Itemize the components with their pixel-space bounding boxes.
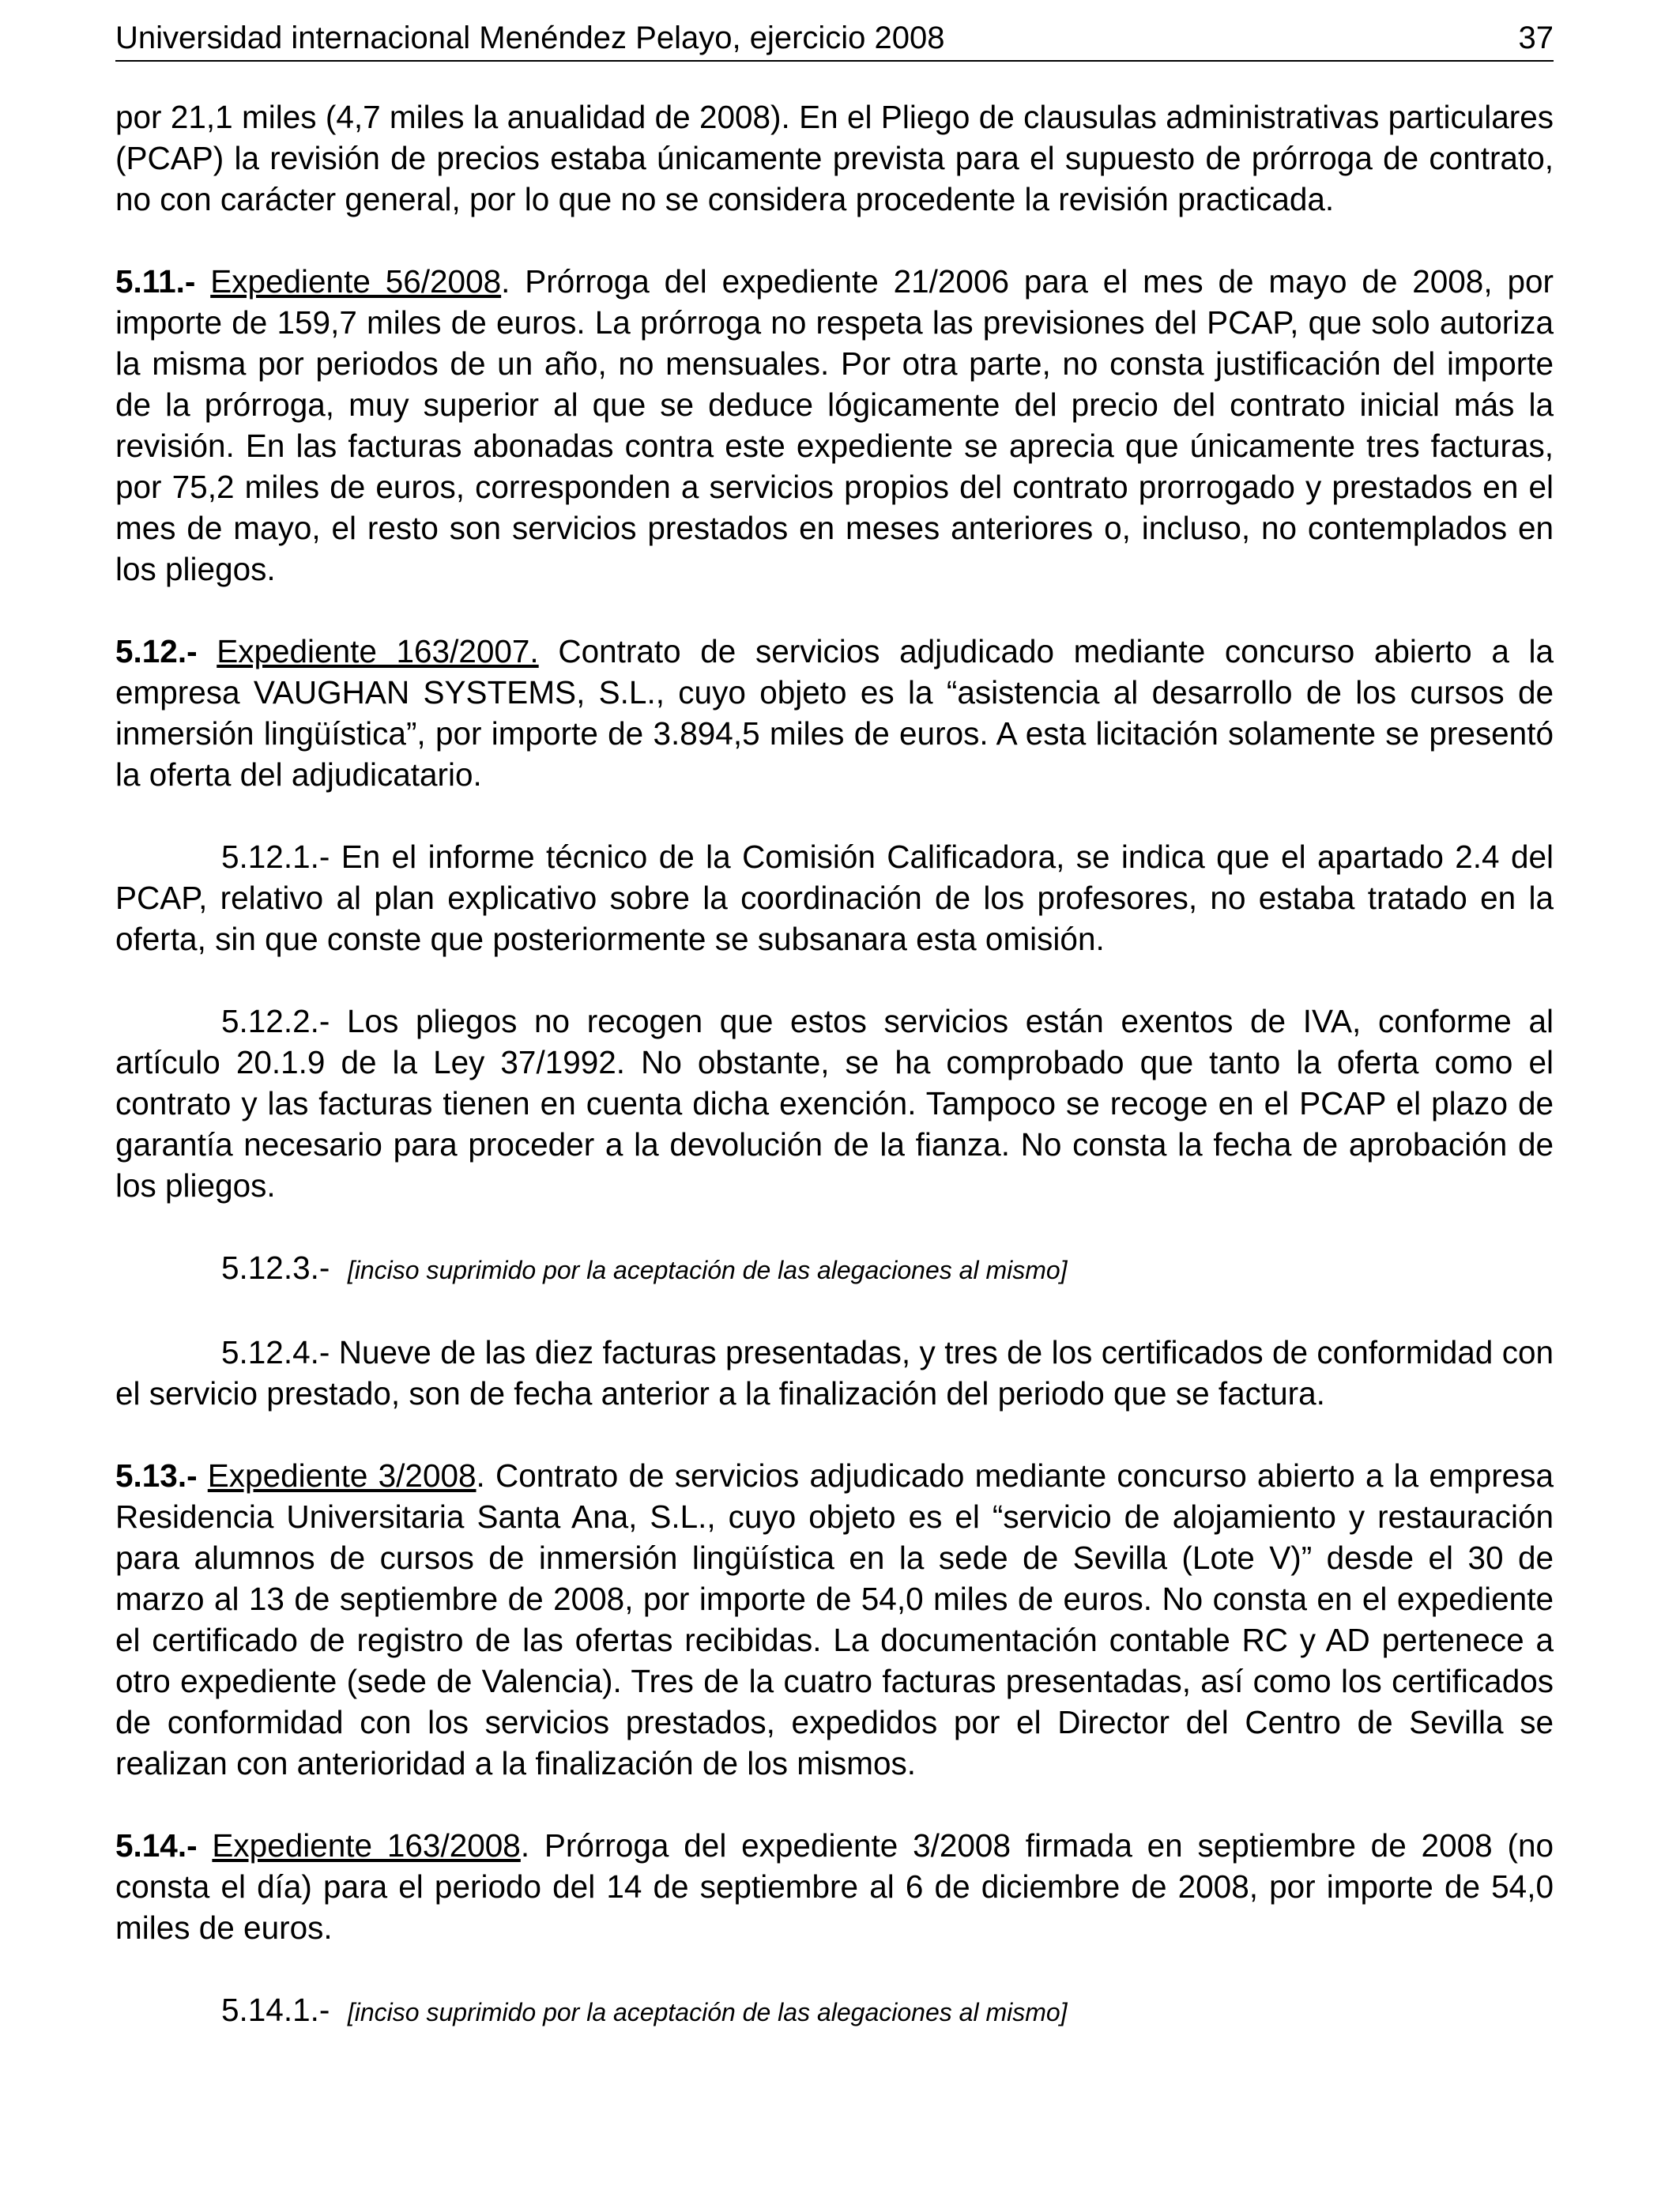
section-5-12-3 [115,1247,1554,1291]
section-5-14 [115,1825,1554,1948]
subsection-text: Nueve de las diez facturas presentadas, y tres de los certificados de conformidad con el servicio prestado, son de fecha anterior a la finalización del periodo que se factura. [115,1334,1554,1412]
section-text: . Contrato de servicios adjudicado mediante concurso abierto a la empresa Residencia Universitaria Santa Ana, S.L., cuyo objeto es el “servicio de alojamiento y restauración para alumnos de cursos de inmersión lingüística en la sede de Sevilla (Lote V)” desde el 30 de marzo al 13 de septiembre de 2008, por importe de 54,0 miles de euros. No consta en el expediente el certificado de registro de las ofertas recibidas. La documentación contable RC y AD pertenece a otro expediente (sede de Valencia). Tres de la cuatro facturas presentadas, así como los certificados de conformidad con los servicios prestados, expedidos por el Director del Centro de Sevilla se realizan con anterioridad a la finalización de los mismos. [115,1457,1554,1781]
section-5-12-2 [115,1001,1554,1206]
expediente-reference: Expediente 56/2008 [210,263,502,300]
section-text: Contrato de servicios adjudicado mediante concurso abierto a la empresa VAUGHAN SYSTEMS, S.L., cuyo objeto es la “asistencia al desarrollo de los cursos de inmersión lingüística”, por importe de 3.894,5 miles de euros. A esta licitación solamente se presentó la oferta del adjudicatario. [115,633,1554,793]
section-number: 5.11.- [115,263,196,300]
subsection-text: Los pliegos no recogen que estos servicios están exentos de IVA, conforme al artículo 20.1.9 de la Ley 37/1992. No obstante, se ha comprobado que tanto la oferta como el contrato y las facturas tienen en cuenta dicha exención. Tampoco se recoge en el PCAP el plazo de garantía necesario para proceder a la devolución de la fianza. No consta la fecha de aprobación de los pliegos. [115,1003,1554,1204]
suppressed-note: [inciso suprimido por la aceptación de las alegaciones al mismo] [347,1256,1068,1284]
paragraph-intro [115,96,1554,220]
subsection-number: 5.14.1.- [221,1992,330,2028]
page-header [115,17,1554,62]
section-5-11 [115,261,1554,590]
section-number: 5.12.- [115,633,198,669]
page-number: 37 [1518,21,1554,55]
subsection-number: 5.12.2.- [221,1003,330,1039]
document-body [115,96,1554,2033]
subsection-number: 5.12.3.- [221,1250,330,1286]
section-number: 5.14.- [115,1827,198,1864]
paragraph-text: por 21,1 miles (4,7 miles la anualidad de 2008). En el Pliego de clausulas administrativas particulares (PCAP) la revisión de precios estaba únicamente prevista para el supuesto de prórroga de contrato, no con carácter general, por lo que no se considera procedente la revisión practicada. [115,99,1554,217]
section-number: 5.13.- [115,1457,198,1494]
suppressed-note: [inciso suprimido por la aceptación de las alegaciones al mismo] [347,1998,1068,2026]
subsection-number: 5.12.4.- [221,1334,330,1370]
section-5-14-1 [115,1989,1554,2033]
expediente-reference: Expediente 163/2008 [212,1827,521,1864]
section-text: . Prórroga del expediente 21/2006 para el mes de mayo de 2008, por importe de 159,7 miles de euros. La prórroga no respeta las previsiones del PCAP, que solo autoriza la misma por periodos de un año, no mensuales. Por otra parte, no consta justificación del importe de la prórroga, muy superior al que se deduce lógicamente del precio del contrato inicial más la revisión. En las facturas abonadas contra este expediente se aprecia que únicamente tres facturas, por 75,2 miles de euros, corresponden a servicios propios del contrato prorrogado y prestados en el mes de mayo, el resto son servicios prestados en meses anteriores o, incluso, no contemplados en los pliegos. [115,263,1554,587]
expediente-reference: Expediente 163/2007. [217,633,539,669]
section-5-12-4 [115,1332,1554,1414]
subsection-number: 5.12.1.- [221,839,330,875]
section-5-12-1 [115,836,1554,959]
section-5-12 [115,631,1554,795]
subsection-text: En el informe técnico de la Comisión Calificadora, se indica que el apartado 2.4 del PCAP, relativo al plan explicativo sobre la coordinación de los profesores, no estaba tratado en la oferta, sin que conste que posteriormente se subsanara esta omisión. [115,839,1554,957]
section-5-13 [115,1455,1554,1784]
expediente-reference: Expediente 3/2008 [207,1457,477,1494]
section-text: . Prórroga del expediente 3/2008 firmada en septiembre de 2008 (no consta el día) para el periodo del 14 de septiembre al 6 de diciembre de 2008, por importe de 54,0 miles de euros. [115,1827,1554,1946]
header-title: Universidad internacional Menéndez Pelayo, ejercicio 2008 [115,21,945,55]
